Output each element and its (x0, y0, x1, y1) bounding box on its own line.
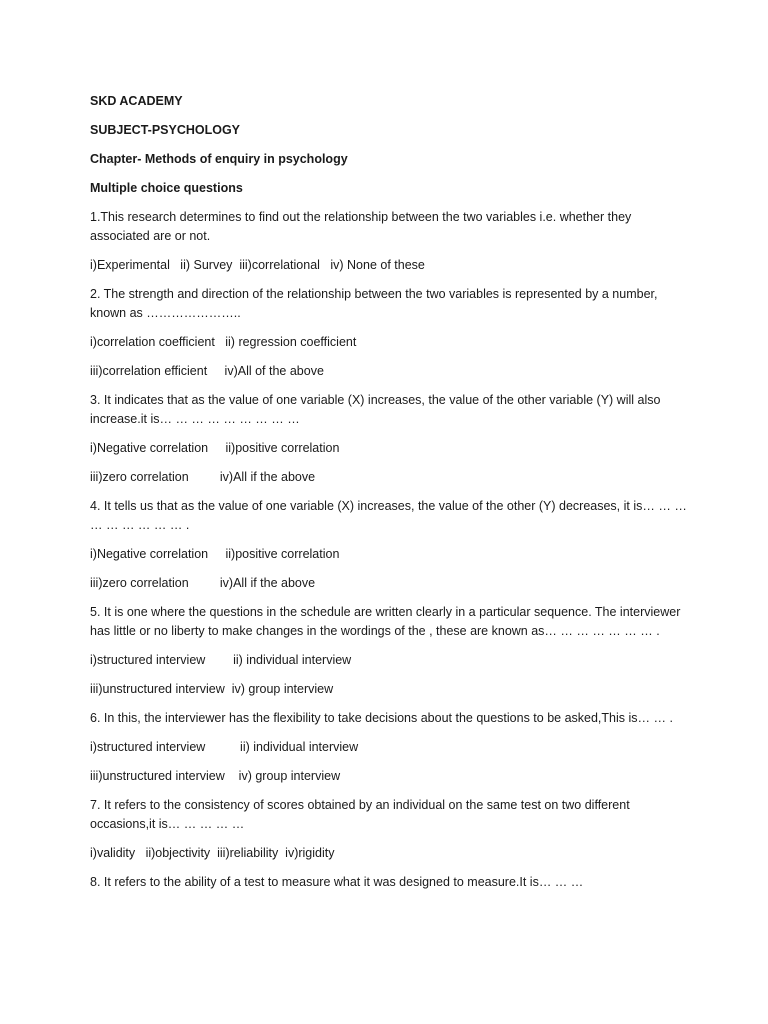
question-5-options-a: i)structured interview ii) individual interview (90, 653, 352, 667)
question-1-options: i)Experimental ii) Survey iii)correlational iv) None of these (90, 258, 425, 272)
subject-heading: SUBJECT-PSYCHOLOGY (90, 123, 241, 137)
question-2-options-b: iii)correlation efficient iv)All of the above (90, 364, 324, 378)
question-7: 7. It refers to the consistency of scores obtained by an individual on the same test on two different occasions,it is… … … … … (90, 798, 634, 831)
question-7-options: i)validity ii)objectivity iii)reliability iv)rigidity (90, 846, 335, 860)
question-5: 5. It is one where the questions in the schedule are written clearly in a particular sequence. The interviewer has little or no liberty to make changes in the wordings of the , these are known as… … … … … … … . (90, 605, 684, 638)
question-6-options-a: i)structured interview ii) individual interview (90, 740, 359, 754)
question-5-options-b: iii)unstructured interview iv) group interview (90, 682, 334, 696)
question-6-options-b: iii)unstructured interview iv) group interview (90, 769, 341, 783)
chapter-heading: Chapter- Methods of enquiry in psychology (90, 152, 348, 166)
academy-name: SKD ACADEMY (90, 94, 183, 108)
question-3: 3. It indicates that as the value of one variable (X) increases, the value of the other variable (Y) will also increase.it is… … … … … … … … … (90, 393, 664, 426)
question-3-options-b: iii)zero correlation iv)All if the above (90, 470, 316, 484)
question-4-options-a: i)Negative correlation ii)positive correlation (90, 547, 340, 561)
question-6: 6. In this, the interviewer has the flexibility to take decisions about the questions to be asked,This is… … . (90, 711, 673, 725)
section-heading: Multiple choice questions (90, 181, 243, 195)
document-page (90, 92, 690, 902)
question-1: 1.This research determines to find out the relationship between the two variables i.e. whether they associated are or not. (90, 210, 635, 243)
question-8: 8. It refers to the ability of a test to measure what it was designed to measure.It is… … … (90, 875, 584, 889)
question-4: 4. It tells us that as the value of one variable (X) increases, the value of the other (Y) decreases, it is… … … … … … … … … . (90, 499, 691, 532)
question-4-options-b: iii)zero correlation iv)All if the above (90, 576, 316, 590)
question-2: 2. The strength and direction of the relationship between the two variables is represented by a number, known as ………………….. (90, 287, 661, 320)
question-3-options-a: i)Negative correlation ii)positive correlation (90, 441, 340, 455)
question-2-options-a: i)correlation coefficient ii) regression coefficient (90, 335, 357, 349)
